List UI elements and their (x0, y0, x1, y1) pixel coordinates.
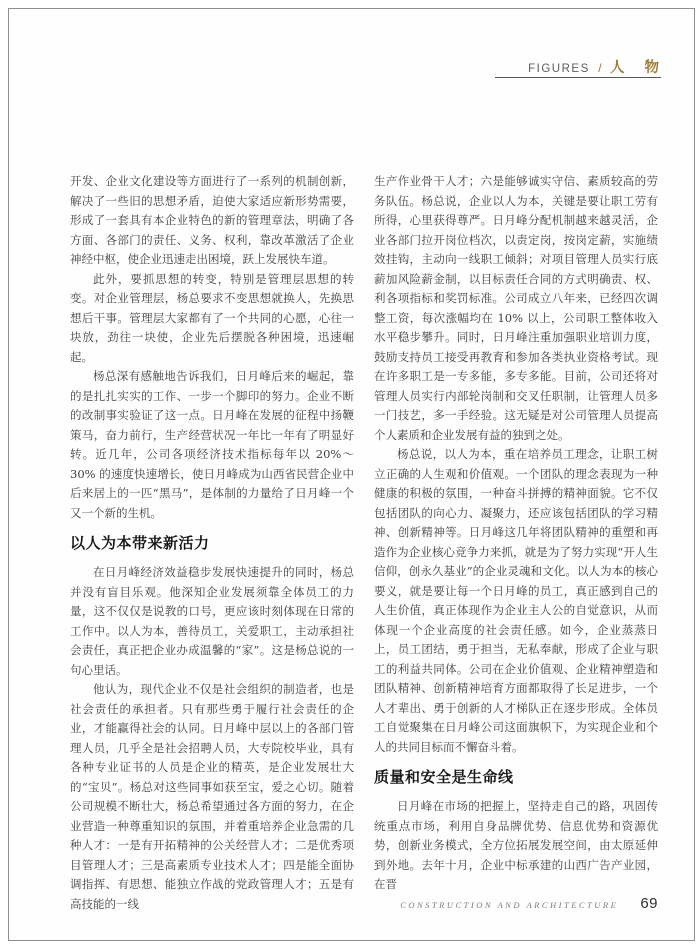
paragraph: 在日月峰经济效益稳步发展快速提升的同时，杨总并没有盲目乐观。他深知企业发展须靠全体员工的力量，这不仅仅是说教的口号，更应该时刻体现在日常的工作中。以人为本，善待员工，关爱职工，主动承担社会责任，真正把企业办成温馨的“家”。这是杨总说的一句心里话。 (70, 565, 354, 677)
journal-name: CONSTRUCTION AND ARCHITECTURE (400, 900, 619, 910)
page-footer (400, 895, 658, 912)
header-zh-char-2: 物 (644, 60, 661, 76)
page-number: 69 (640, 895, 658, 912)
page-header (528, 56, 661, 77)
paragraph: 生产作业骨干人才；六是能够诚实守信、素质较高的劳务队伍。杨总说，企业以人为本，关键是要让职工劳有所得，心里获得尊严。日月峰分配机制越来越灵活，企业各部门拉开岗位档次，以责定岗，按岗定薪，实施绩效挂钩，主动向一线职工倾斜；对项目管理人员实行底薪加风险薪金制，以目标责任合同的方式明确责、权、利各项指标和奖罚标准。公司成立八年来，已经四次调整工资，每次涨幅均在 10% 以上，公司职工整体收入水平稳步攀升。同时，日月峰注重加强职业培训力度，鼓励支持员工接受再教育和参加各类执业资格考试。现在许多职工是一专多能，多专多能。目前，公司还将对管理人员实行内部轮岗制和交叉任职制，让管理人员多一门技艺，多一手经验。这无疑是对公司管理人员提高个人素质和企业发展有益的独到之处。 (374, 174, 658, 442)
text-column-left (70, 172, 354, 914)
section-heading-people-first: 以人为本带来新活力 (70, 535, 210, 552)
header-section-en: FIGURES (528, 63, 590, 75)
header-rule (495, 77, 661, 78)
paragraph: 日月峰在市场的把握上，坚持走自己的路，巩固传统重点市场，利用自身品牌优势、信息优势和资源优势，创新业务模式，全方位拓展发展空间，由太原延伸到外地。去年十月，企业中标承建的山西广告产业园，在晋 (374, 799, 658, 891)
paragraph: 杨总深有感触地告诉我们，日月峰后来的崛起，靠的是扎扎实实的工作、一步一个脚印的努力。企业不断的改制事实验证了这一点。日月峰在发展的征程中扬鞭策马，奋力前行，生产经营状况一年比一年有了明显好转。近几年，公司各项经济技术指标每年以 20%～30% 的速度快速增长，使日月峰成为山西省民营企业中后来居上的一匹“黑马”，是体制的力量给了日月峰一个又一个新的生机。 (70, 369, 354, 520)
text-column-right (374, 172, 658, 895)
paragraph: 杨总说，以人为本，重在培养员工理念，让职工树立正确的人生观和价值观。一个团队的理念表现为一种健康的积极的氛围，一种奋斗拼搏的精神面貌。它不仅包括团队的向心力、凝聚力，还应该包括团队的学习精神、创新精神等。日月峰这几年将团队精神的重塑和再造作为企业核心竞争力来抓，就是为了努力实现“开人生信仰，创永久基业”的企业灵魂和文化。以人为本的核心要义，就是要让每一个日月峰的员工，真正感到自己的人生价值，真正体现作为企业主人公的自觉意识，从而体现一个企业高度的社会责任感。如今，企业蒸蒸日上，员工团结，勇于担当，无私奉献，形成了企业与职工的利益共同体。公司在企业价值观、企业精神塑造和团队精神、创新精神培育方面都取得了长足进步，一个人才辈出、勇于创新的人才梯队正在逐步形成。全体员工自觉聚集在日月峰公司这面旗帜下，为实现企业和个人的共同目标而不懈奋斗着。 (374, 447, 658, 754)
header-section-zh (610, 60, 661, 76)
paragraph: 此外，要抓思想的转变，特别是管理层思想的转变。对企业管理层，杨总要求不变思想就换人，先换思想后干事。管理层大家都有了一个共同的心愿，心往一块放，劲往一块使，企业先后摆脱各种困境，迅速崛起。 (70, 271, 354, 364)
paragraph: 开发、企业文化建设等方面进行了一系列的机制创新，解决了一些旧的思想矛盾，迫使大家适应新形势需要，形成了一套具有本企业特色的新的管理章法，明确了各方面、各部门的责任、义务、权利，靠改革激活了企业神经中枢，使企业迅速走出困境，跃上发展快车道。 (70, 174, 354, 266)
section-heading-quality-safety: 质量和安全是生命线 (374, 769, 514, 786)
paragraph: 他认为，现代企业不仅是社会组织的制造者，也是社会责任的承担者。只有那些勇于履行社会责任的企业，才能赢得社会的认同。日月峰中层以上的各部门管理人员，几乎全是社会招聘人员，大专院校毕业，具有各种专业证书的人员是企业的精英，是企业发展壮大的“宝贝”。杨总对这些同事如获至宝，爱之心切。随着公司规模不断壮大，杨总希望通过各方面的努力，在企业营造一种尊重知识的氛围，并着重培养企业急需的几种人才：一是有开拓精神的公关经营人才；二是优秀项目管理人才；三是高素质专业技术人才；四是能全面协调指挥、有思想、能独立作战的党政管理人才；五是有高技能的一线 (70, 682, 354, 911)
header-zh-char-1: 人 (610, 60, 627, 76)
header-separator: / (598, 61, 602, 75)
